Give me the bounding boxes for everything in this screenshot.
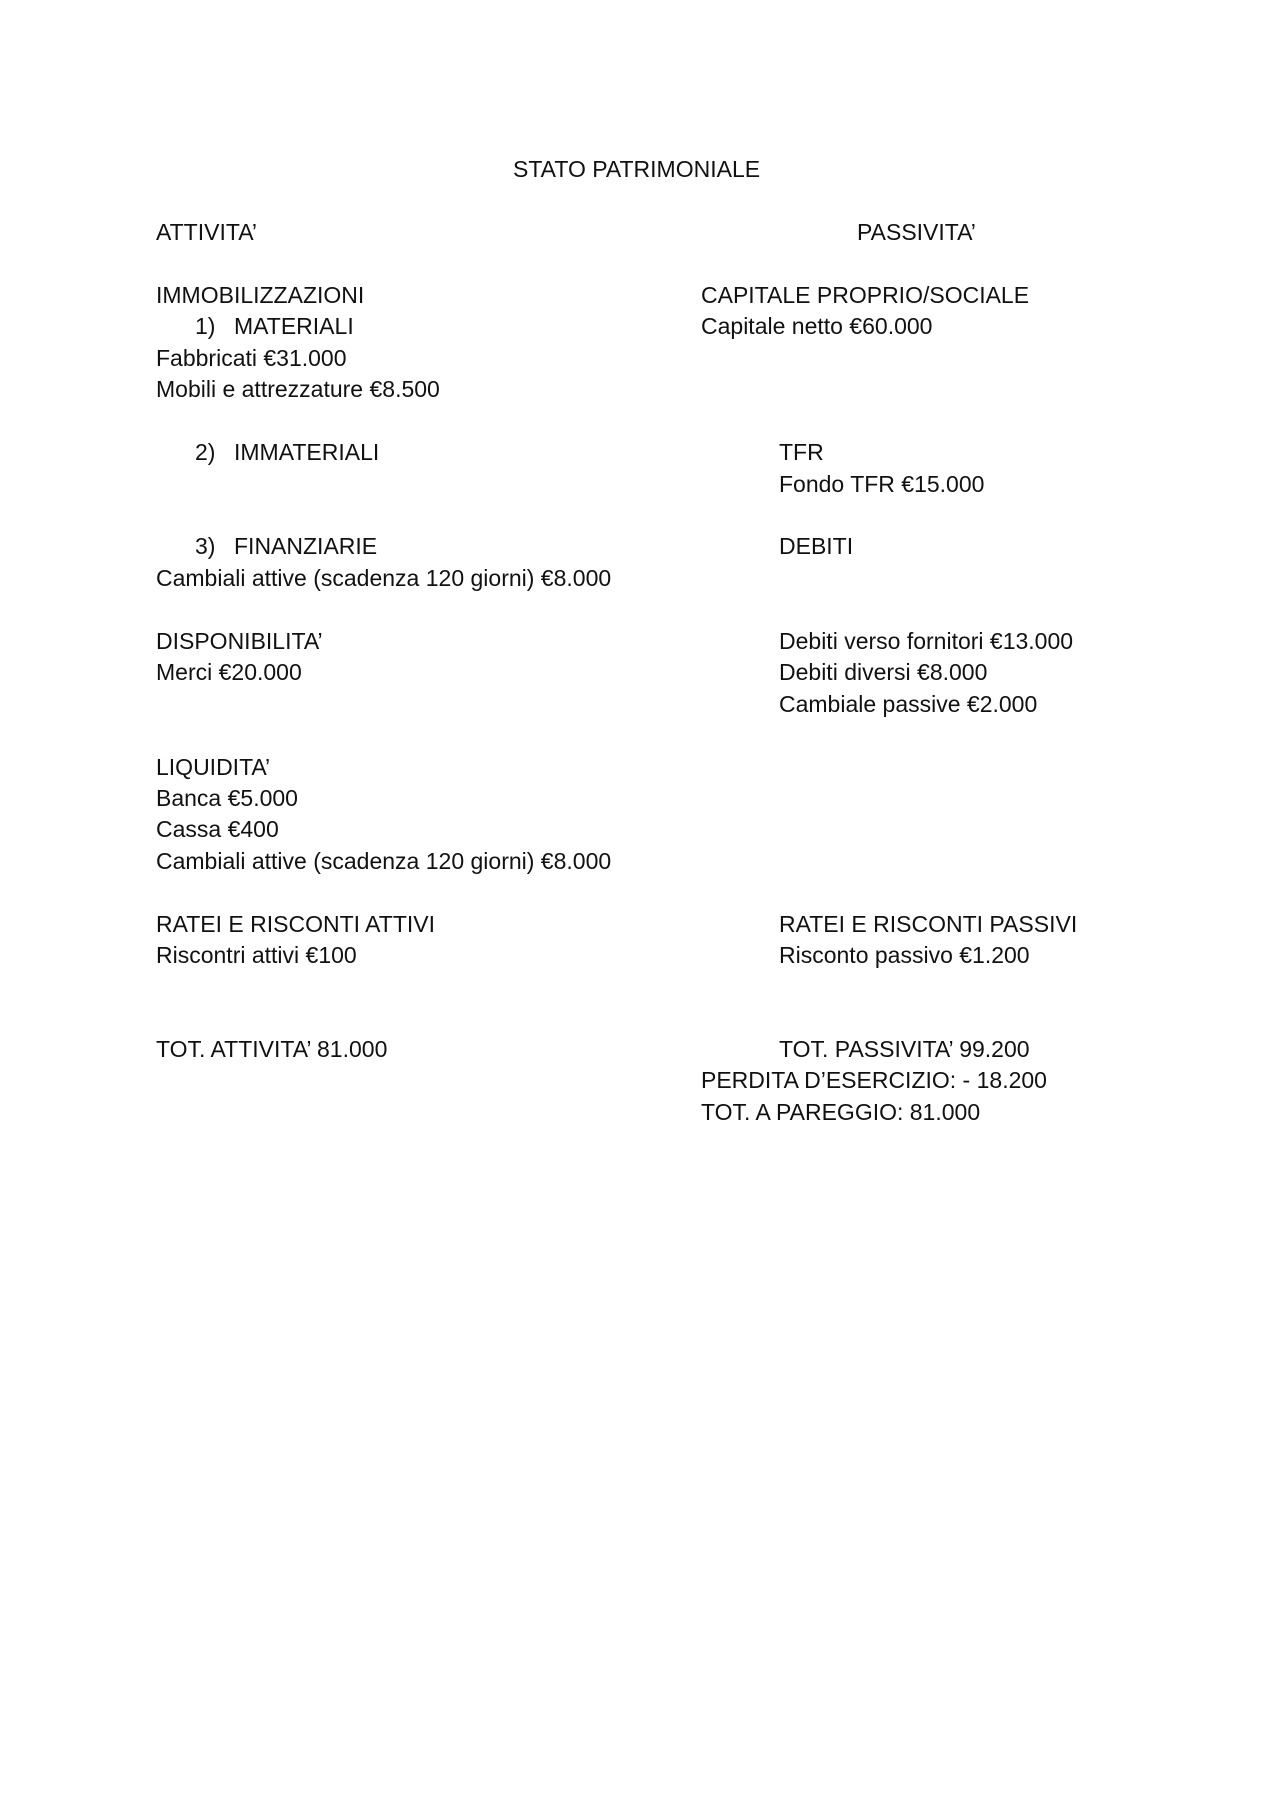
ratei-attivi-heading: RATEI E RISCONTI ATTIVI (156, 911, 436, 937)
totale-attivita: TOT. ATTIVITA’ 81.000 (156, 1036, 388, 1062)
liquidita-heading: LIQUIDITA’ (156, 754, 271, 780)
fondo-tfr-item: Fondo TFR €15.000 (779, 471, 985, 497)
attivita-header: ATTIVITA’ (156, 219, 257, 245)
fabbricati-item: Fabbricati €31.000 (156, 345, 347, 371)
ratei-passivi-heading: RATEI E RISCONTI PASSIVI (779, 911, 1078, 937)
cambiali-finanziarie-item: Cambiali attive (scadenza 120 giorni) €8.000 (156, 565, 612, 591)
tfr-heading: TFR (779, 439, 824, 465)
debiti-heading: DEBITI (779, 533, 854, 559)
capitale-netto-item: Capitale netto €60.000 (701, 313, 933, 339)
risconto-passivo-item: Risconto passivo €1.200 (779, 942, 1030, 968)
passivita-header: PASSIVITA’ (857, 219, 976, 245)
totale-passivita: TOT. PASSIVITA’ 99.200 (779, 1036, 1030, 1062)
riscontri-attivi-item: Riscontri attivi €100 (156, 942, 357, 968)
debiti-fornitori-item: Debiti verso fornitori €13.000 (779, 628, 1074, 654)
page-title: STATO PATRIMONIALE (513, 156, 761, 182)
cambiale-passive-item: Cambiale passive €2.000 (779, 691, 1038, 717)
totale-pareggio: TOT. A PAREGGIO: 81.000 (701, 1099, 981, 1125)
banca-item: Banca €5.000 (156, 785, 298, 811)
immateriali-number: 2) (195, 439, 216, 465)
capitale-heading: CAPITALE PROPRIO/SOCIALE (701, 282, 1030, 308)
mobili-item: Mobili e attrezzature €8.500 (156, 376, 440, 402)
immobilizzazioni-heading: IMMOBILIZZAZIONI (156, 282, 365, 308)
disponibilita-heading: DISPONIBILITA’ (156, 628, 323, 654)
finanziarie-number: 3) (195, 533, 216, 559)
immateriali-label: IMMATERIALI (234, 439, 380, 465)
materiali-number: 1) (195, 313, 216, 339)
materiali-label: MATERIALI (234, 313, 354, 339)
debiti-diversi-item: Debiti diversi €8.000 (779, 659, 988, 685)
merci-item: Merci €20.000 (156, 659, 302, 685)
cambiali-liquidita-item: Cambiali attive (scadenza 120 giorni) €8.000 (156, 848, 612, 874)
cassa-item: Cassa €400 (156, 816, 279, 842)
perdita-esercizio: PERDITA D’ESERCIZIO: - 18.200 (701, 1067, 1047, 1093)
finanziarie-label: FINANZIARIE (234, 533, 378, 559)
